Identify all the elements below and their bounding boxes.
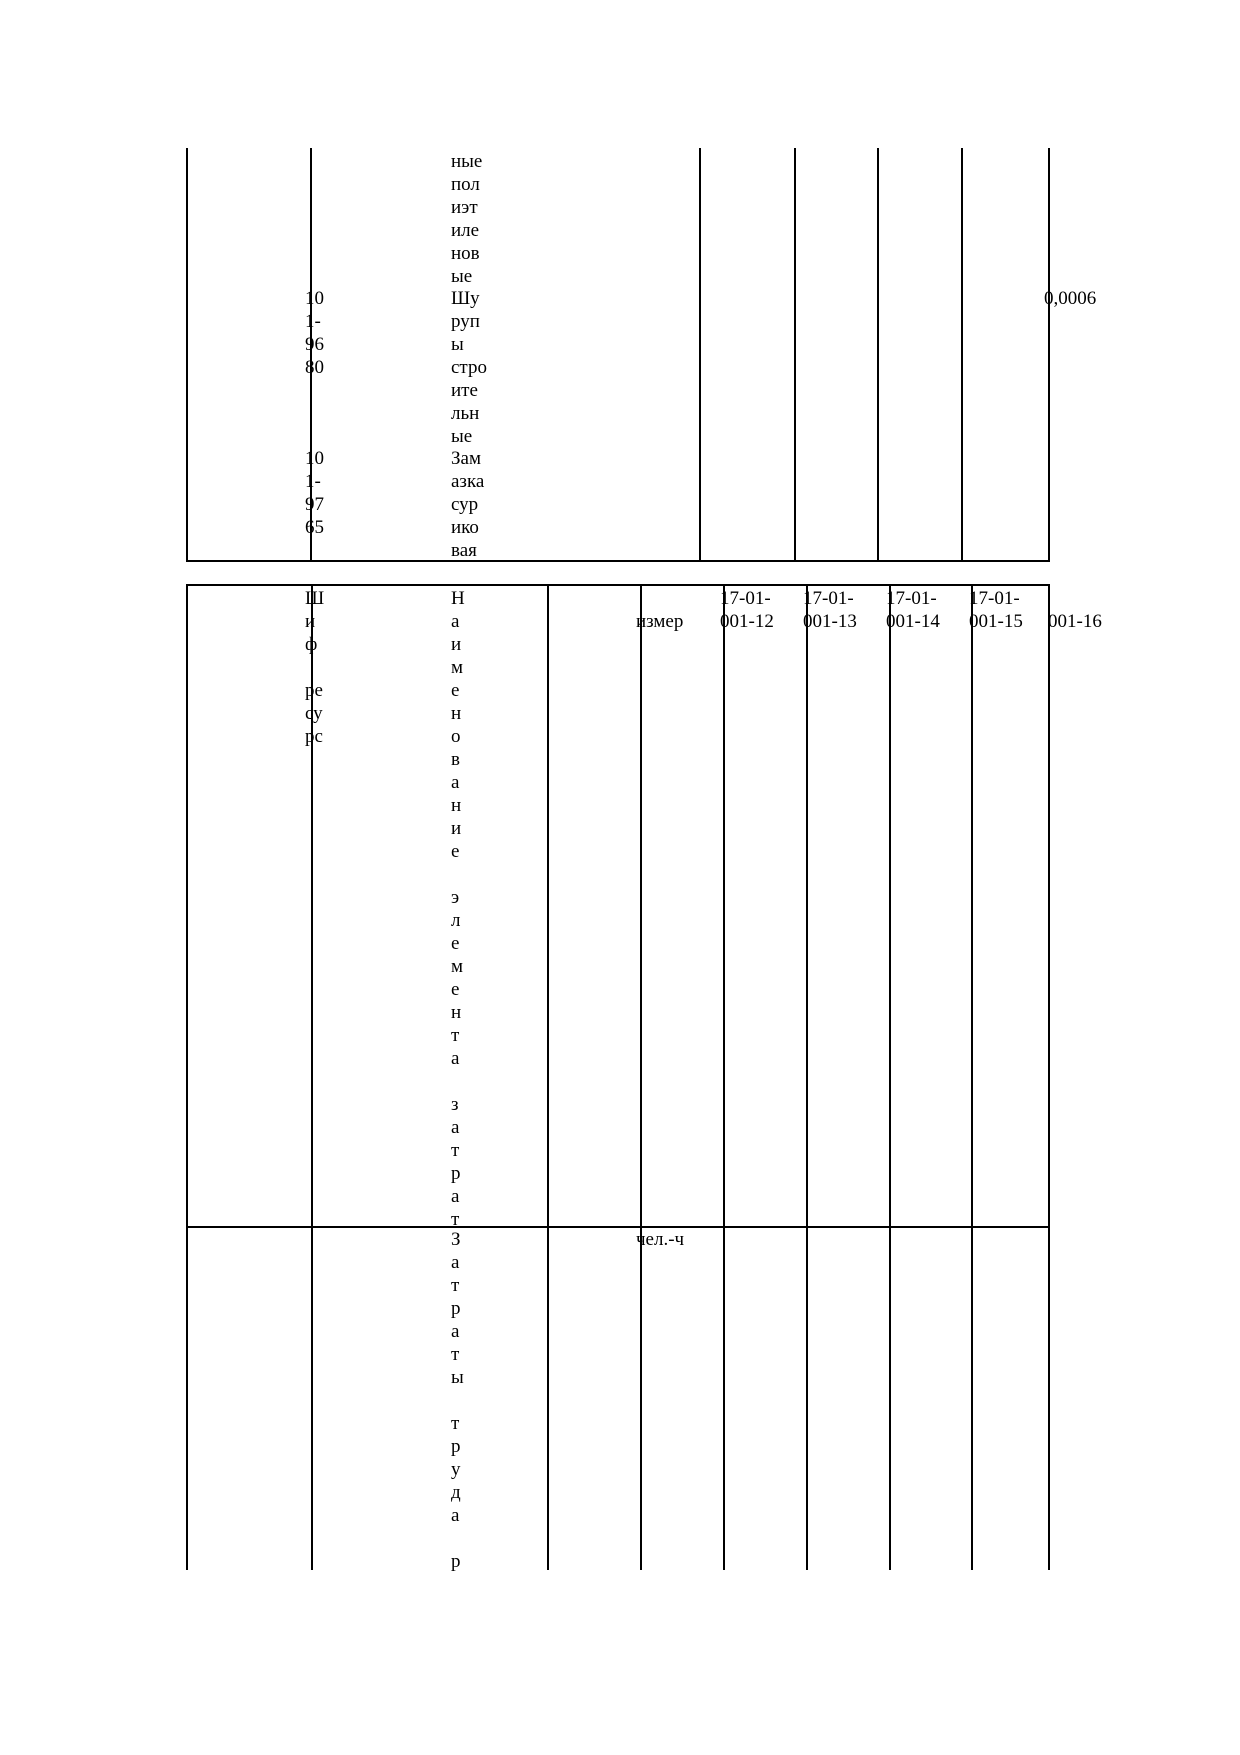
header-norm-col: 17-01- 001-12 [720,588,774,632]
resource-code-cell: 10 1- 96 80 [305,288,324,378]
table2-divider [547,584,549,1570]
resource-name-cell: ные пол иэт иле нов ые [451,151,483,287]
header-unit-cell: измер [636,611,684,632]
resource-name-cell: Шу руп ы стро ите льн ые [451,288,487,447]
resource-name-cell: Зам азка сур ико вая [451,448,485,561]
table2-divider [723,584,725,1570]
table2-border-top [186,584,1050,586]
table1-border-left [186,148,188,562]
table1-border-bottom [186,560,1050,562]
header-norm-col: 17-01- 001-15 [969,588,1023,632]
header-code-cell: Ш и ф ре су рс [305,588,325,747]
table2-divider [806,584,808,1570]
resource-code-cell: 10 1- 97 65 [305,448,324,538]
table2-divider [889,584,891,1570]
table1-divider [877,148,879,562]
resource-name-cell: З а т р а т ы т р у д а р [451,1229,464,1572]
table1-border-right [1048,148,1050,562]
table1-divider [961,148,963,562]
header-norm-col: 001-16 [1048,611,1102,632]
table2-border-right [1048,584,1050,1570]
value-cell: 0,0006 [1044,288,1097,309]
table1-divider [699,148,701,562]
table2-divider [971,584,973,1570]
table2-header-separator [186,1226,1050,1228]
header-norm-col: 17-01- 001-13 [803,588,857,632]
table2-divider [640,584,642,1570]
header-name-cell: Н а и м е н о в а н и е э л е м е н т а з а т р а т [451,588,465,1230]
unit-cell: чел.-ч [636,1229,685,1250]
header-norm-col: 17-01- 001-14 [886,588,940,632]
table2-border-left [186,584,188,1570]
table1-divider [794,148,796,562]
